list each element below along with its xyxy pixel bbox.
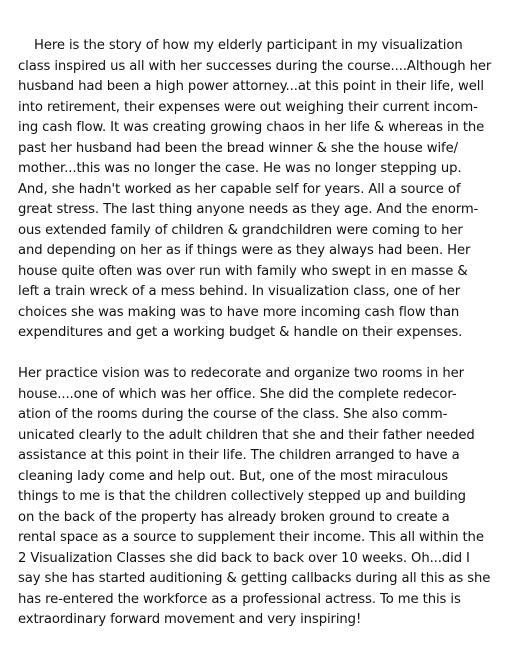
text-line: ing cash flow. It was creating growing chaos in her life & whereas in the [18, 120, 485, 135]
text-line: ation of the rooms during the course of the class. She also comm- [18, 407, 448, 422]
text-line: and depending on her as if things were as they always had been. Her [18, 243, 471, 258]
text-line: on the back of the property has already broken ground to create a [18, 509, 450, 525]
text-line: house....one of which was her office. She did the complete redecor- [18, 386, 457, 402]
text-line: rental space as a source to supplement their income. This all within the [18, 530, 484, 545]
text-line: mother...this was no longer the case. He was no longer stepping up. [18, 161, 462, 176]
text-line: husband had been a high power attorney...at this point in their life, well [18, 79, 484, 94]
paragraph-gap [18, 344, 510, 365]
text-line: 2 Visualization Classes she did back to back over 10 weeks. Oh...did I [18, 550, 470, 566]
text-line: great stress. The last thing anyone needs as they age. And the enorm- [18, 202, 479, 217]
text-line: cleaning lady come and help out. But, one of the most miraculous [18, 468, 449, 484]
text-line: And, she hadn't worked as her capable self for years. All a source of [18, 181, 461, 197]
text-line: say she has started auditioning & getting callbacks during all this as she [18, 571, 491, 586]
text-line: Here is the story of how my elderly participant in my visualization [34, 38, 463, 53]
text-line: into retirement, their expenses were out weighing their current incom- [18, 99, 478, 115]
text-line: left a train wreck of a mess behind. In visualization class, one of her [18, 284, 461, 299]
text-line: assistance at this point in their life. The children arranged to have a [18, 448, 460, 463]
text-line: ous extended family of children & grandchildren were coming to her [18, 222, 463, 238]
text-line: extraordinary forward movement and very inspiring! [18, 612, 362, 627]
text-line: Her practice vision was to redecorate and organize two rooms in her [18, 366, 464, 381]
text-line: has re-entered the workforce as a professional actress. To me this is [18, 591, 461, 607]
text-line: things to me is that the children collectively stepped up and building [18, 489, 466, 504]
paragraph-2 [18, 364, 510, 631]
text-line: past her husband had been the bread winner & she the house wife/ [18, 140, 458, 156]
paragraph-1 [18, 36, 510, 344]
text-line: expenditures and get a working budget & handle on their expenses. [18, 325, 463, 340]
text-line: choices she was making was to have more incoming cash flow than [18, 304, 460, 320]
text-line: class inspired us all with her successes during the course....Although her [18, 58, 492, 74]
text-line: house quite often was over run with family who swept in en masse & [18, 263, 468, 279]
document-body [18, 36, 510, 631]
text-line: unicated clearly to the adult children that she and their father needed [18, 427, 475, 443]
